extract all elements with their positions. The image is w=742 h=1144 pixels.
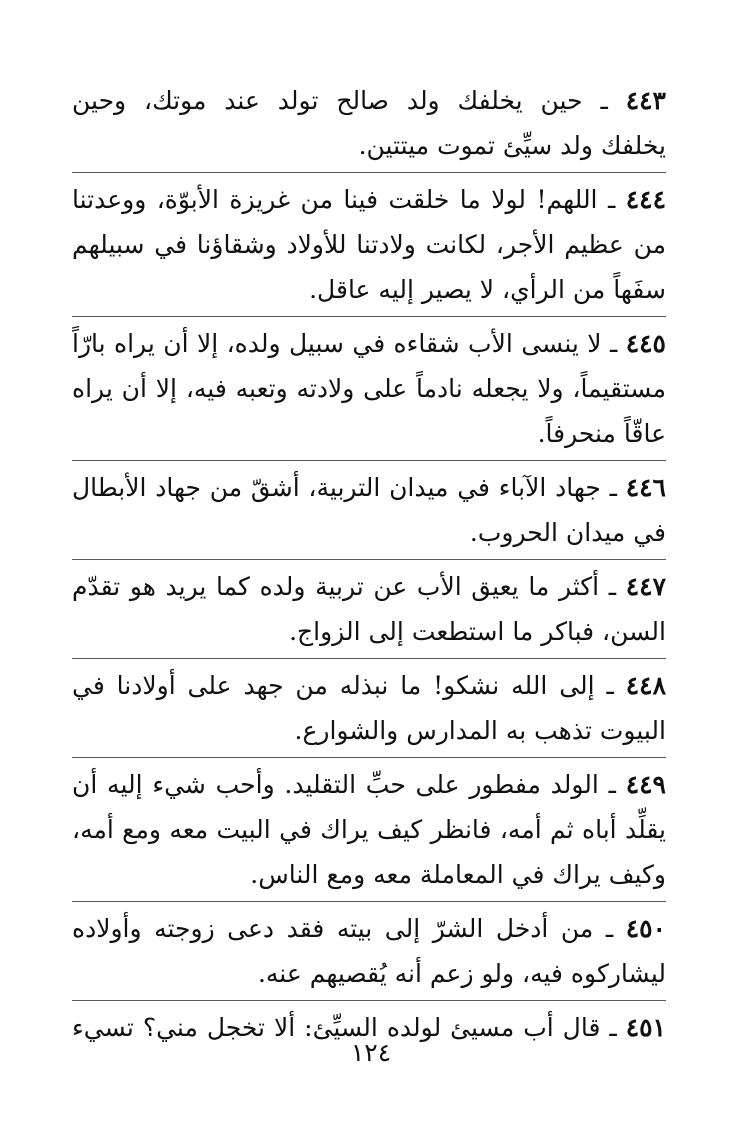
- text-line: عاقّاً منحرفاً.: [537, 419, 666, 448]
- entry-449: [72, 758, 666, 902]
- text-line: [72, 321, 666, 366]
- entry-dash: ـ: [608, 572, 617, 601]
- text-line: [72, 564, 666, 609]
- entry-number: ٤٤٥: [625, 329, 666, 358]
- text-line: من عظيم الأجر، لكانت ولادتنا للأولاد وشقاؤنا في سبيلهم: [72, 230, 666, 259]
- entry-dash: ـ: [608, 770, 616, 799]
- entry-number: ٤٤٨: [625, 671, 666, 700]
- text-line: ليشاركوه فيه، ولو زعم أنه يُقصيهم عنه.: [257, 959, 666, 988]
- entry-dash: ـ: [609, 1013, 617, 1042]
- entry-text: لا ينسى الأب شقاءه في سبيل ولده، إلا أن يراه بارّاً: [72, 329, 602, 358]
- entry-number: ٤٤٩: [625, 770, 666, 799]
- entry-number: ٤٤٤: [625, 185, 666, 214]
- entry-text: أكثر ما يعيق الأب عن تربية ولده كما يريد هو تقدّم: [72, 572, 600, 601]
- text-line: [72, 465, 666, 510]
- entry-number: ٤٥٠: [625, 914, 666, 943]
- entry-text: الولد مفطور على حبِّ التقليد. وأحب شيء إليه أن: [72, 770, 599, 799]
- text-line: البيوت تذهب به المدارس والشوارع.: [294, 716, 666, 745]
- entry-443: [72, 78, 666, 173]
- text-line: وكيف يراك في المعاملة معه ومع الناس.: [250, 860, 666, 889]
- text-line: [72, 906, 666, 951]
- text-line: [72, 762, 666, 807]
- text-line: سفَهاً من الرأي، لا يصير إليه عاقل.: [309, 275, 666, 304]
- entry-dash: ـ: [607, 185, 616, 214]
- text-line: [72, 78, 666, 123]
- entry-text: من أدخل الشرّ إلى بيته فقد دعى زوجته وأولاده: [72, 914, 594, 943]
- text-line: مستقيماً، ولا يجعله نادماً على ولادته وتعبه فيه، إلا أن يراه: [72, 374, 666, 403]
- entry-447: [72, 560, 666, 659]
- page-number: ١٢٤: [350, 1038, 392, 1067]
- text-line: في ميدان الحروب.: [469, 518, 666, 547]
- text-line: [72, 177, 666, 222]
- entry-dash: ـ: [605, 914, 614, 943]
- entry-text: إلى الله نشكو! ما نبذله من جهد على أولادنا في: [72, 671, 595, 700]
- entry-448: [72, 659, 666, 758]
- entry-number: ٤٤٣: [625, 86, 666, 115]
- entry-number: ٤٤٧: [625, 572, 666, 601]
- entry-text: جهاد الآباء في ميدان التربية، أشقّ من جهاد الأبطال: [72, 473, 601, 502]
- text-line: السن، فباكر ما استطعت إلى الزواج.: [289, 617, 666, 646]
- entry-450: [72, 902, 666, 1001]
- text-line: يخلفك ولد سيِّئ تموت ميتتين.: [358, 131, 666, 160]
- page-content: [72, 78, 666, 1054]
- entry-444: [72, 173, 666, 317]
- text-line: [72, 663, 666, 708]
- entry-text: قال أب مسيئ لولده السيِّئ: ألا تخجل مني؟ تسيء: [72, 1013, 601, 1042]
- entry-number: ٤٤٦: [625, 473, 666, 502]
- entry-dash: ـ: [609, 329, 618, 358]
- entry-dash: ـ: [600, 86, 608, 115]
- entry-number: ٤٥١: [625, 1013, 666, 1042]
- entry-dash: ـ: [609, 473, 617, 502]
- entry-446: [72, 461, 666, 560]
- entry-445: [72, 317, 666, 461]
- entry-text: اللهم! لولا ما خلقت فينا من غريزة الأبوّة، ووعدتنا: [72, 185, 598, 214]
- text-line: يقلِّد أباه ثم أمه، فانظر كيف يراك في البيت معه ومع أمه،: [72, 815, 666, 844]
- entry-dash: ـ: [606, 671, 614, 700]
- entry-text: حين يخلفك ولد صالح تولد عند موتك، وحين: [72, 86, 583, 115]
